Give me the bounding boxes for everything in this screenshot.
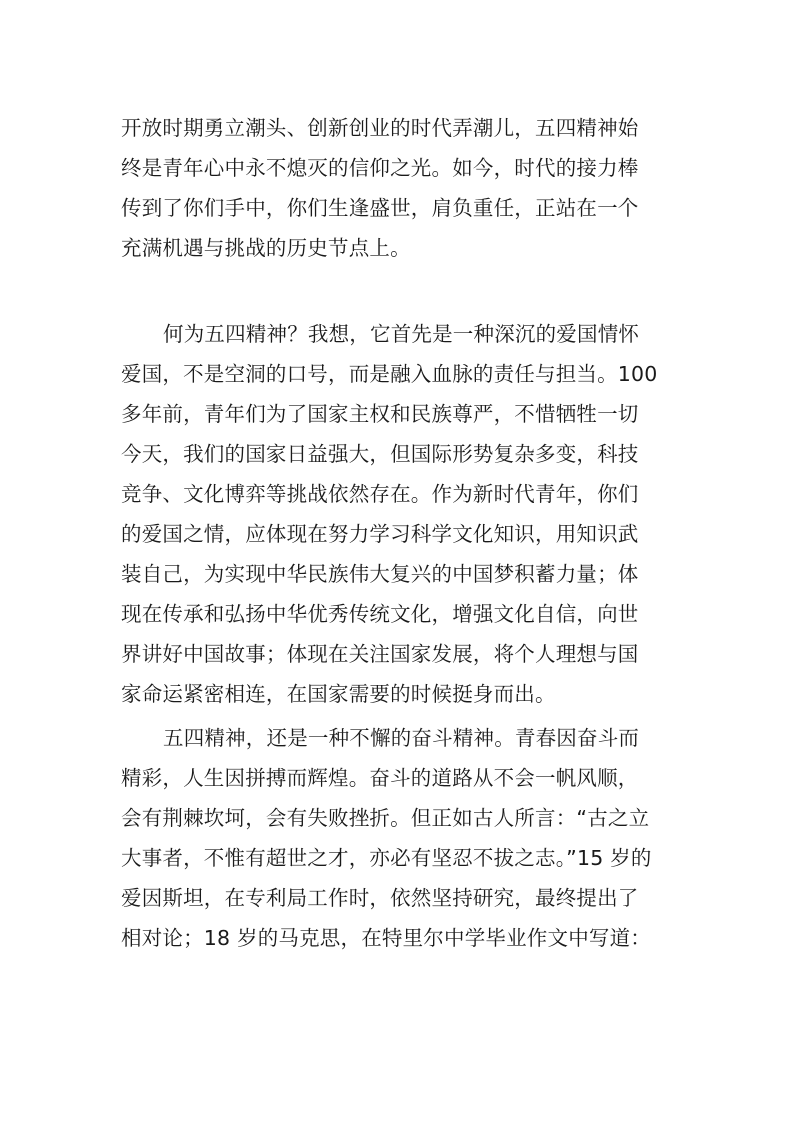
text-line: 装自己，为实现中华民族伟大复兴的中国梦积蓄力量；体: [121, 562, 639, 586]
paragraph-patriotism: [121, 314, 681, 714]
text-line: 传到了你们手中，你们生逢盛世，肩负重任，正站在一个: [121, 196, 639, 220]
text-line: 五四精神，还是一种不懈的奋斗精神。青春因奋斗而: [163, 726, 640, 750]
text-line: 会有荆棘坎坷，会有失败挫折。但正如古人所言：“古之立: [121, 806, 650, 830]
text-line: 相对论；18 岁的马克思，在特里尔中学毕业作文中写道：: [121, 926, 652, 950]
text-line: 竞争、文化博弈等挑战依然存在。作为新时代青年，你们: [121, 482, 639, 506]
text-line: 现在传承和弘扬中华优秀传统文化，增强文化自信，向世: [121, 602, 639, 626]
text-line: 多年前，青年们为了国家主权和民族尊严，不惜牺牲一切: [121, 402, 639, 426]
text-line: 今天，我们的国家日益强大，但国际形势复杂多变，科技: [121, 442, 639, 466]
paragraph-striving: [121, 718, 681, 958]
text-line: 开放时期勇立潮头、创新创业的时代弄潮儿，五四精神始: [121, 116, 639, 140]
paragraph-continuation: [121, 108, 681, 268]
text-line: 终是青年心中永不熄灭的信仰之光。如今，时代的接力棒: [121, 156, 639, 180]
text-line: 何为五四精神？我想，它首先是一种深沉的爱国情怀: [163, 322, 640, 346]
text-line: 大事者，不惟有超世之才，亦必有坚忍不拔之志。”15 岁的: [121, 846, 652, 870]
text-line: 界讲好中国故事；体现在关注国家发展，将个人理想与国: [121, 642, 639, 666]
text-line: 充满机遇与挑战的历史节点上。: [121, 236, 411, 260]
text-line: 爱因斯坦，在专利局工作时，依然坚持研究，最终提出了: [121, 886, 639, 910]
text-line: 精彩，人生因拼搏而辉煌。奋斗的道路从不会一帆风顺，: [121, 766, 639, 790]
text-line: 家命运紧密相连，在国家需要的时候挺身而出。: [121, 682, 556, 706]
text-line: 的爱国之情，应体现在努力学习科学文化知识，用知识武: [121, 522, 639, 546]
text-line: 爱国，不是空洞的口号，而是融入血脉的责任与担当。100: [121, 362, 658, 386]
